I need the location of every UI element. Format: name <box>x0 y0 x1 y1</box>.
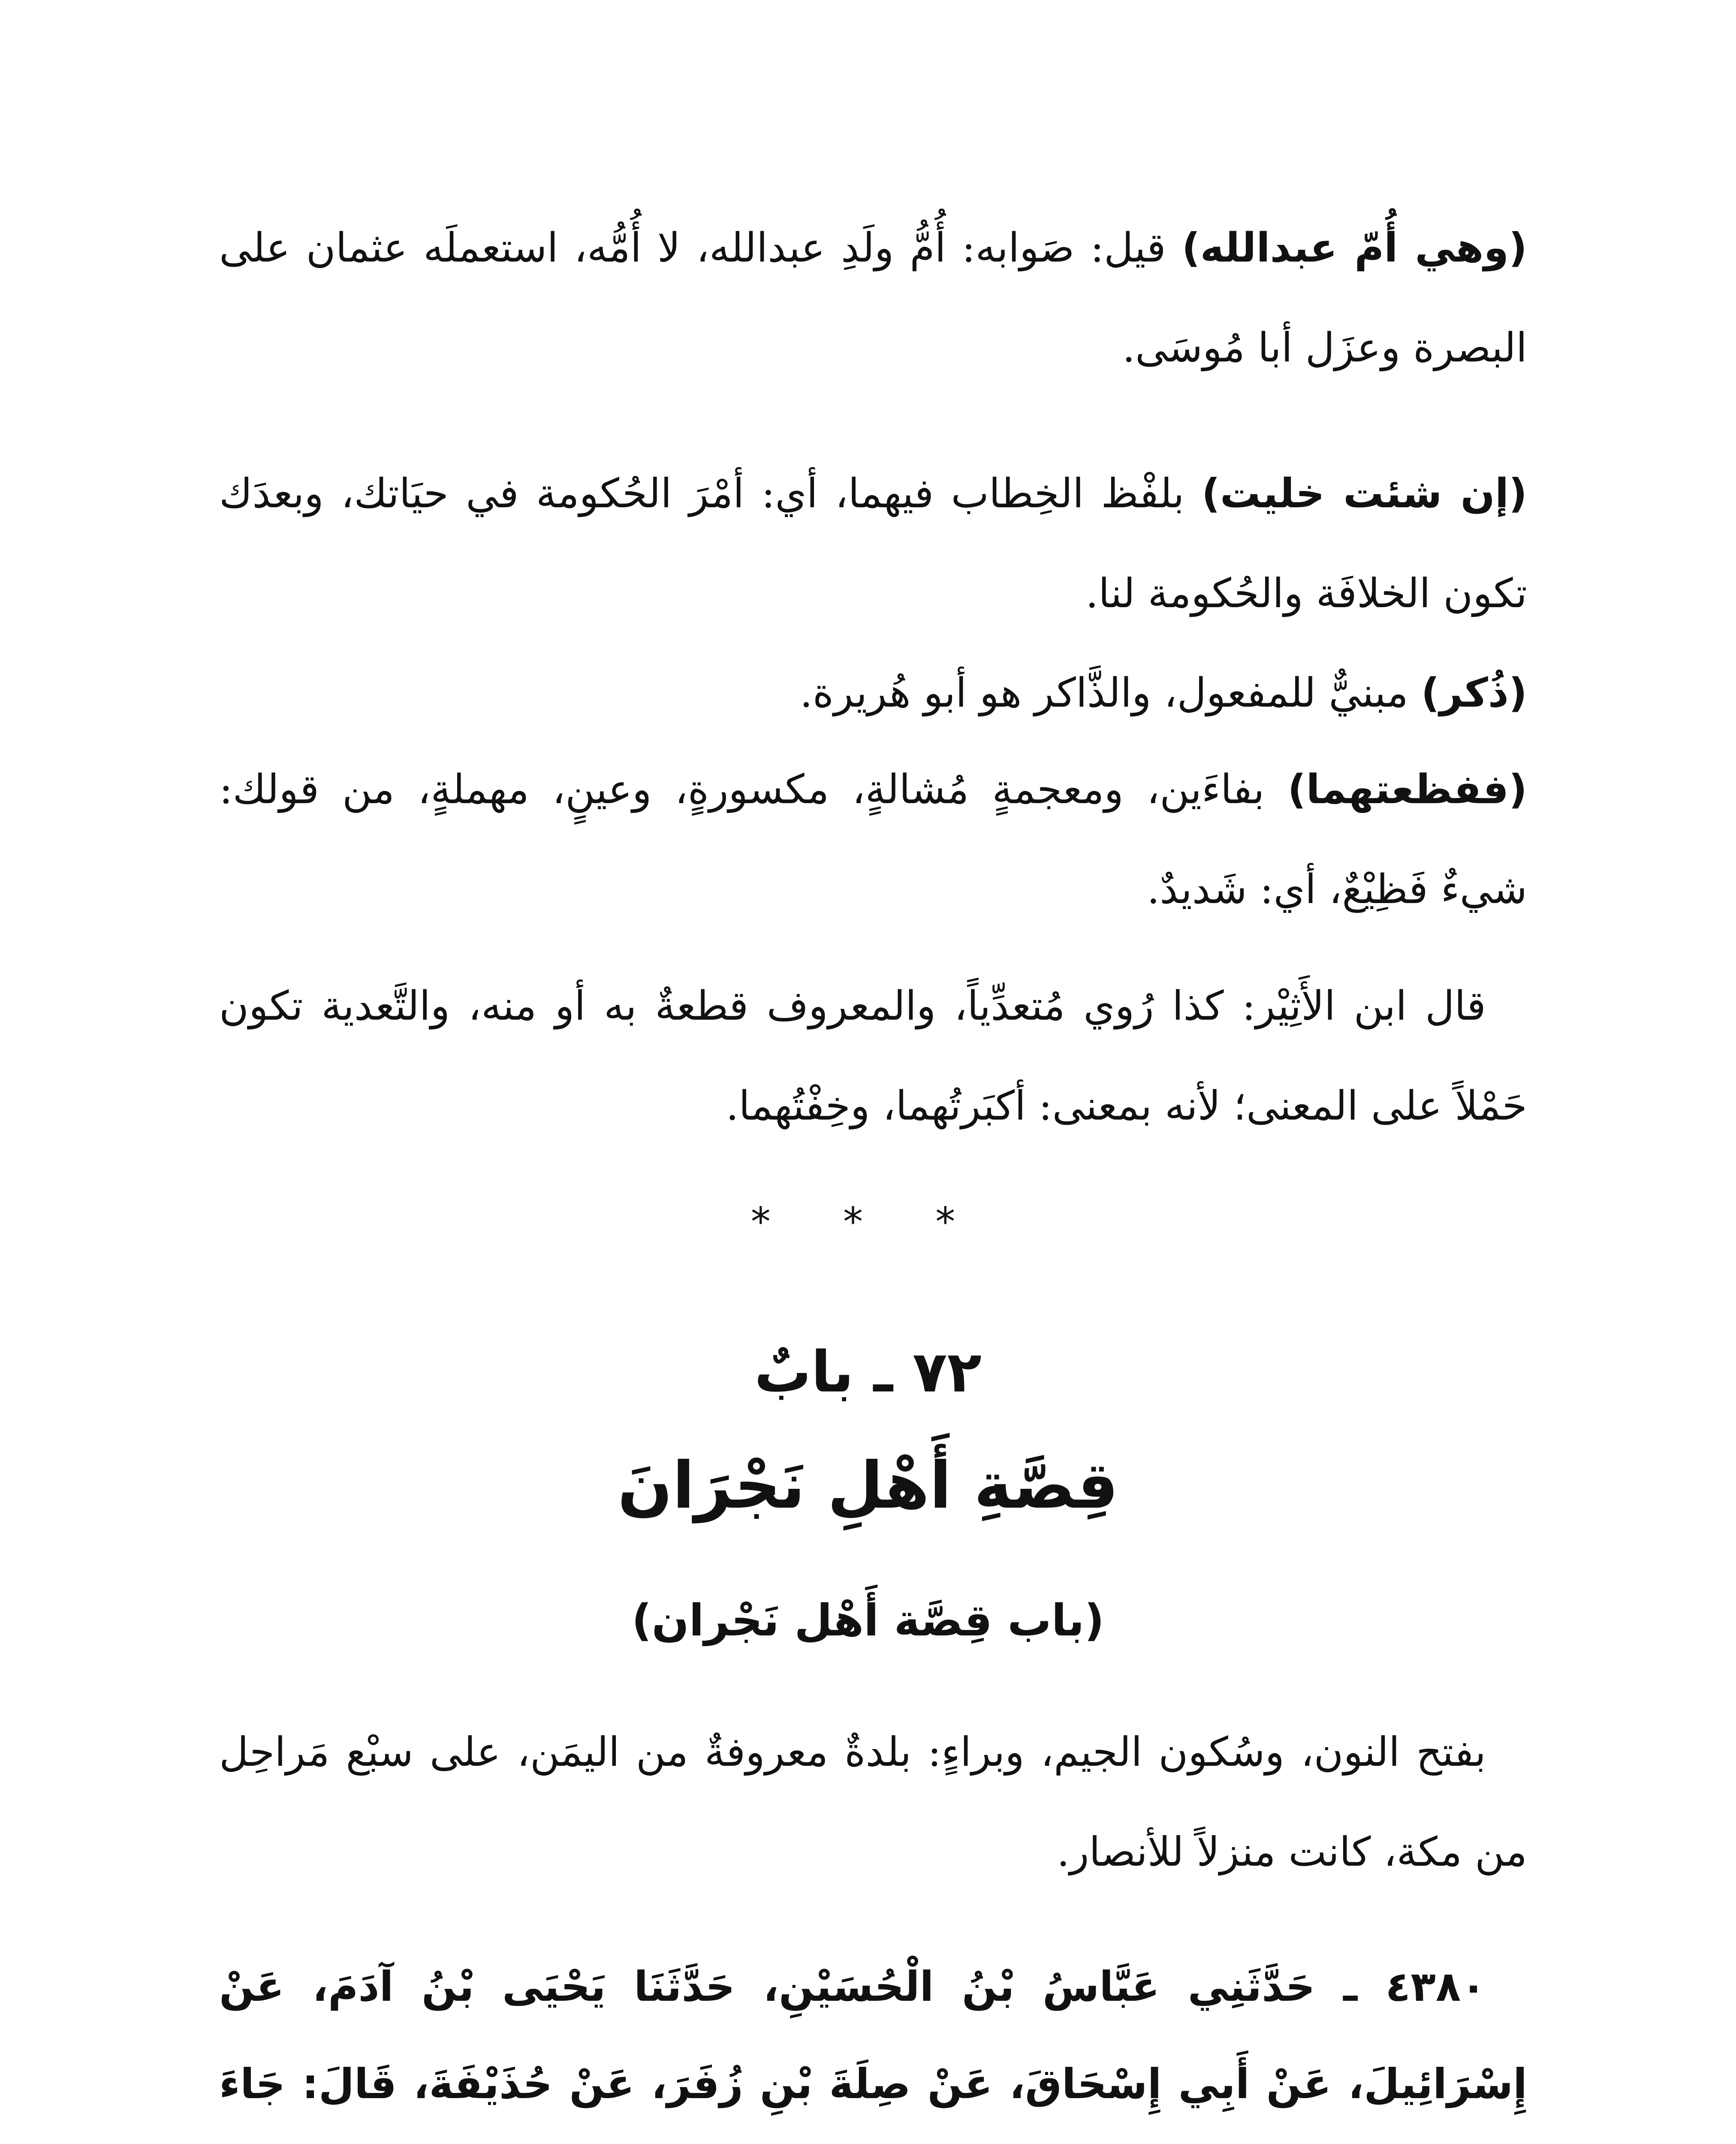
commentary-text: قيل: صَوابه: أُمُّ ولَدِ عبدالله، لا أُمُّه، استعملَه عثمان على البصرة وعزَل أبا مُوسَى. <box>219 225 1527 371</box>
chapter-subheading: (باب قِصَّة أَهْل نَجْران) <box>631 1595 1105 1646</box>
commentary-lemma: (وهي أُمّ عبدالله) <box>1181 225 1527 271</box>
commentary-paragraph-3 <box>219 643 1527 743</box>
commentary-lemma: (ففظعتهما) <box>1287 766 1527 813</box>
commentary-paragraph-4 <box>219 740 1527 940</box>
commentary-lemma: (ذُكر) <box>1421 670 1527 717</box>
chapter-number: ٧٢ ـ بابٌ <box>754 1339 982 1405</box>
section-separator: * * * <box>750 1199 986 1245</box>
commentary-text: مبنيٌّ للمفعول، والذَّاكر هو أبو هُريرة. <box>799 670 1421 717</box>
commentary-paragraph-2 <box>219 444 1527 644</box>
commentary-text: بلفْظ الخِطاب فيهما، أي: أمْرَ الحُكومة في حيَاتك، وبعدَك تكون الخلافَة والحُكومة لنا. <box>219 470 1527 617</box>
commentary-text: قال ابن الأَثِيْر: كذا رُوي مُتعدِّياً، والمعروف قطعةٌ به أو منه، والتَّعدية تكون حَمْلاً على المعنى؛ لأنه بمعنى: أكبَرتُهما، وخِفْتُهما. <box>219 983 1527 1129</box>
commentary-text: بفاءَين، ومعجمةٍ مُشالةٍ، مكسورةٍ، وعينٍ، مهملةٍ، من قولك: شيءٌ فَظِيْعٌ، أي: شَديدٌ. <box>219 766 1527 913</box>
hadith-text: ٤٣٨٠ ـ حَدَّثَنِي عَبَّاسُ بْنُ الْحُسَيْنِ، حَدَّثَنَا يَحْيَى بْنُ آدَمَ، عَنْ إِسْرَائِيلَ، عَنْ أَبِي إِسْحَاقَ، عَنْ صِلَةَ بْنِ زُفَرَ، عَنْ حُذَيْفَةَ، قَالَ: جَاءَ <box>219 1963 1527 2108</box>
commentary-lemma: (إن شئت خليت) <box>1201 470 1527 517</box>
commentary-paragraph-5 <box>219 956 1527 1156</box>
hadith-text-block <box>219 1938 1527 2144</box>
explanation-text: بفتح النون، وسُكون الجيم، وبراءٍ: بلدةٌ معروفةٌ من اليمَن، على سبْع مَراحِل من مكة، كانت منزلاً للأنصار. <box>219 1729 1527 1876</box>
chapter-title: قِصَّةِ أَهْلِ نَجْرَانَ <box>618 1448 1118 1523</box>
commentary-paragraph-1 <box>219 198 1527 398</box>
chapter-explanation <box>219 1702 1527 1902</box>
